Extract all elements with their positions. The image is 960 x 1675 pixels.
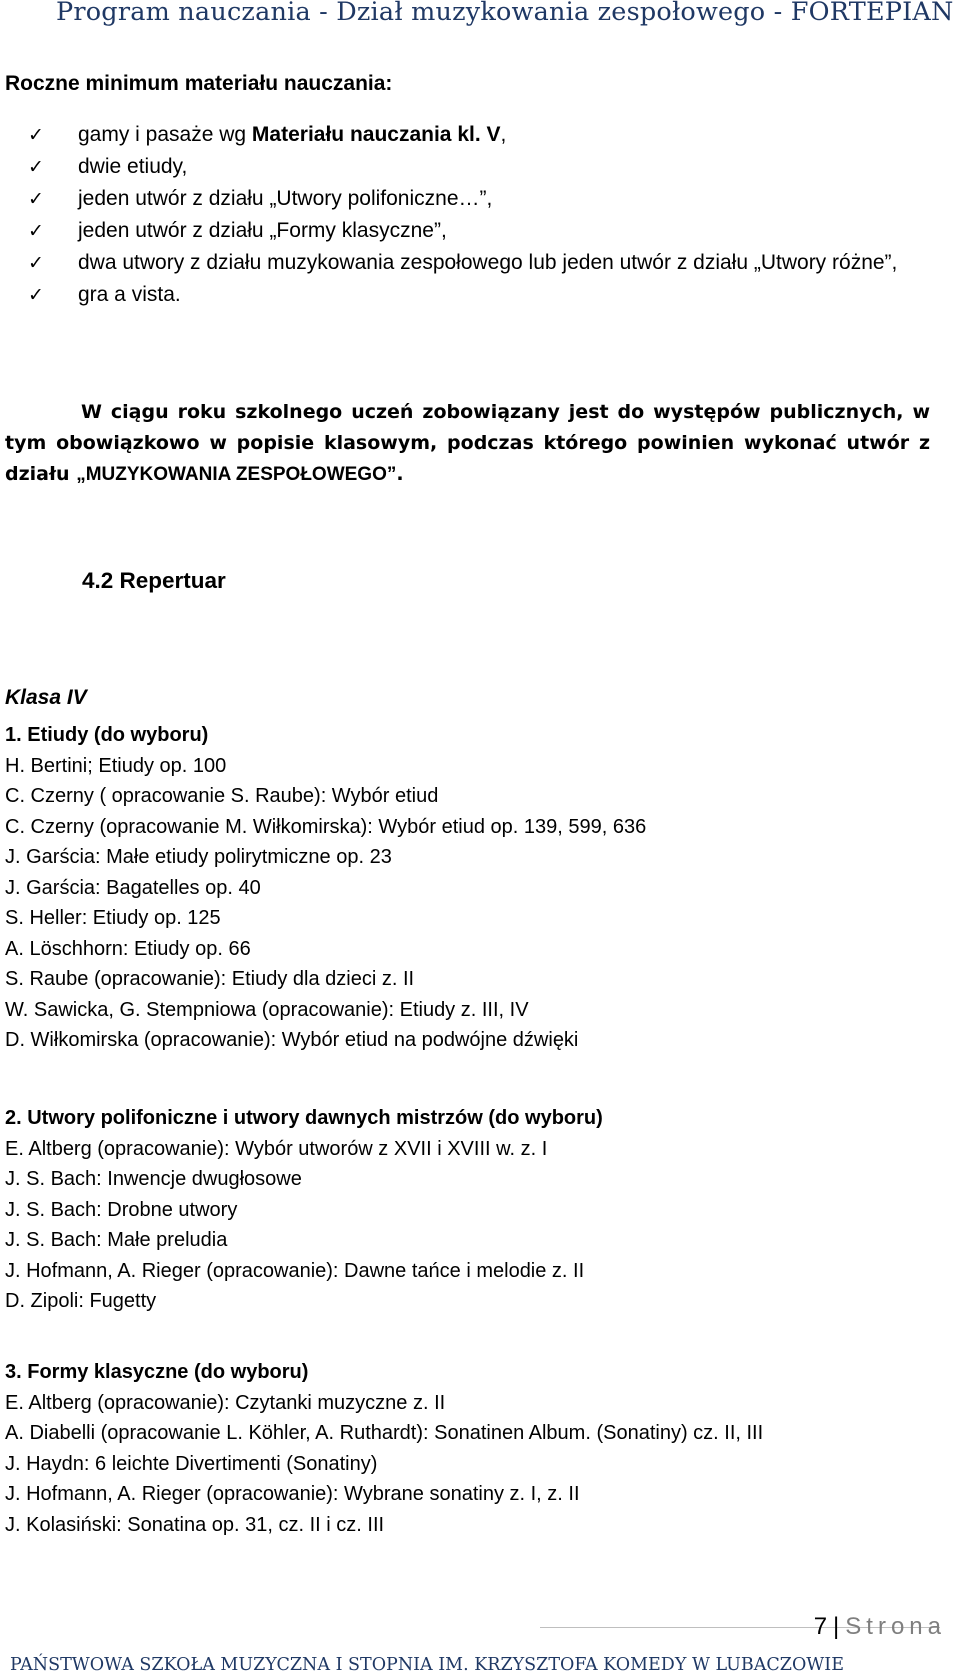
list-item: C. Czerny (opracowanie M. Wiłkomirska): Wybór etiud op. 139, 599, 636 — [5, 815, 647, 838]
list-item: E. Altberg (opracowanie): Wybór utworów z XVII i XVIII w. z. I — [5, 1137, 548, 1160]
list-item: D. Wiłkomirska (opracowanie): Wybór etiud na podwójne dźwięki — [5, 1029, 579, 1051]
list-item — [28, 119, 928, 151]
list-item — [28, 247, 928, 279]
list-item — [28, 279, 928, 311]
list-item-text: jeden utwór z działu „Utwory polifoniczne…”, — [78, 187, 493, 210]
note-section-name: „MUZYKOWANIA ZESPOŁOWEGO” — [76, 464, 397, 485]
footer-school-name: PAŃSTWOWA SZKOŁA MUZYCZNA I STOPNIA IM. KRZYSZTOFA KOMEDY W LUBACZOWIE — [10, 1655, 844, 1675]
list-item: J. Hofmann, A. Rieger (opracowanie): Dawne tańce i melodie z. II — [5, 1259, 585, 1282]
list-item: S. Raube (opracowanie): Etiudy dla dzieci z. II — [5, 968, 415, 990]
page-number: 7 | Strona — [813, 1613, 946, 1640]
list-item: D. Zipoli: Fugetty — [5, 1290, 157, 1312]
checkmark-icon: ✓ — [28, 252, 44, 274]
list-item: W. Sawicka, G. Stempniowa (opracowanie): Etiudy z. III, IV — [5, 998, 529, 1021]
list-item-text: dwa utwory z działu muzykowania zespołowego lub jeden utwór z działu „Utwory różne”, — [78, 251, 898, 274]
performance-note: W ciągu roku szkolnego uczeń zobowiązany jest do występów publicznych, w tym obowiązkowo w popisie klasowym, podczas którego powinien wykonać utwór z działu „MUZYKOWANIA ZESPOŁOWEGO”. — [5, 401, 930, 485]
list-item-text: dwie etiudy, — [78, 155, 188, 178]
list-item — [28, 151, 928, 183]
list-item: J. Garścia: Bagatelles op. 40 — [5, 876, 261, 899]
list-item: H. Bertini; Etiudy op. 100 — [5, 754, 227, 777]
section-title: 4.2 Repertuar — [82, 568, 226, 593]
list-item: J. S. Bach: Inwencje dwugłosowe — [5, 1168, 302, 1190]
repertoire-group-formy-klasyczne — [5, 1357, 945, 1540]
list-item: C. Czerny ( opracowanie S. Raube): Wybór etiud — [5, 785, 439, 807]
minimum-checklist — [28, 119, 928, 311]
list-item: J. Haydn: 6 leichte Divertimenti (Sonatiny) — [5, 1452, 378, 1475]
list-item — [28, 183, 928, 215]
checkmark-icon: ✓ — [28, 156, 44, 178]
list-item: A. Diabelli (opracowanie L. Köhler, A. Ruthardt): Sonatinen Album. (Sonatiny) cz. II, III — [5, 1422, 764, 1444]
group-title: 1. Etiudy (do wyboru) — [5, 724, 209, 746]
group-title: 3. Formy klasyczne (do wyboru) — [5, 1361, 309, 1383]
checkmark-icon: ✓ — [28, 124, 44, 146]
list-item: J. S. Bach: Małe preludia — [5, 1229, 228, 1251]
list-item-text: gra a vista. — [78, 283, 181, 306]
minimum-title: Roczne minimum materiału nauczania: — [5, 72, 393, 95]
repertoire-group-polifoniczne — [5, 1103, 945, 1317]
list-item — [28, 215, 928, 247]
repertoire-group-etiudy — [5, 720, 945, 1056]
class-heading: Klasa IV — [5, 686, 87, 709]
list-item: J. Garścia: Małe etiudy polirytmiczne op. 23 — [5, 846, 392, 868]
list-item: A. Löschhorn: Etiudy op. 66 — [5, 937, 251, 960]
checkmark-icon: ✓ — [28, 188, 44, 210]
list-item: S. Heller: Etiudy op. 125 — [5, 907, 221, 929]
checkmark-icon: ✓ — [28, 220, 44, 242]
list-item: J. S. Bach: Drobne utwory — [5, 1198, 238, 1221]
page-header-title: Program nauczania - Dział muzykowania zespołowego - FORTEPIAN — [56, 0, 954, 27]
list-item-text: jeden utwór z działu „Formy klasyczne”, — [78, 219, 447, 242]
group-title: 2. Utwory polifoniczne i utwory dawnych mistrzów (do wyboru) — [5, 1107, 603, 1129]
list-item: J. Hofmann, A. Rieger (opracowanie): Wybrane sonatiny z. I, z. II — [5, 1483, 580, 1505]
list-item: E. Altberg (opracowanie): Czytanki muzyczne z. II — [5, 1391, 446, 1414]
checkmark-icon: ✓ — [28, 284, 44, 306]
list-item-text: gamy i pasaże wg Materiału nauczania kl. V, — [78, 123, 507, 146]
list-item: J. Kolasiński: Sonatina op. 31, cz. II i cz. III — [5, 1513, 385, 1536]
